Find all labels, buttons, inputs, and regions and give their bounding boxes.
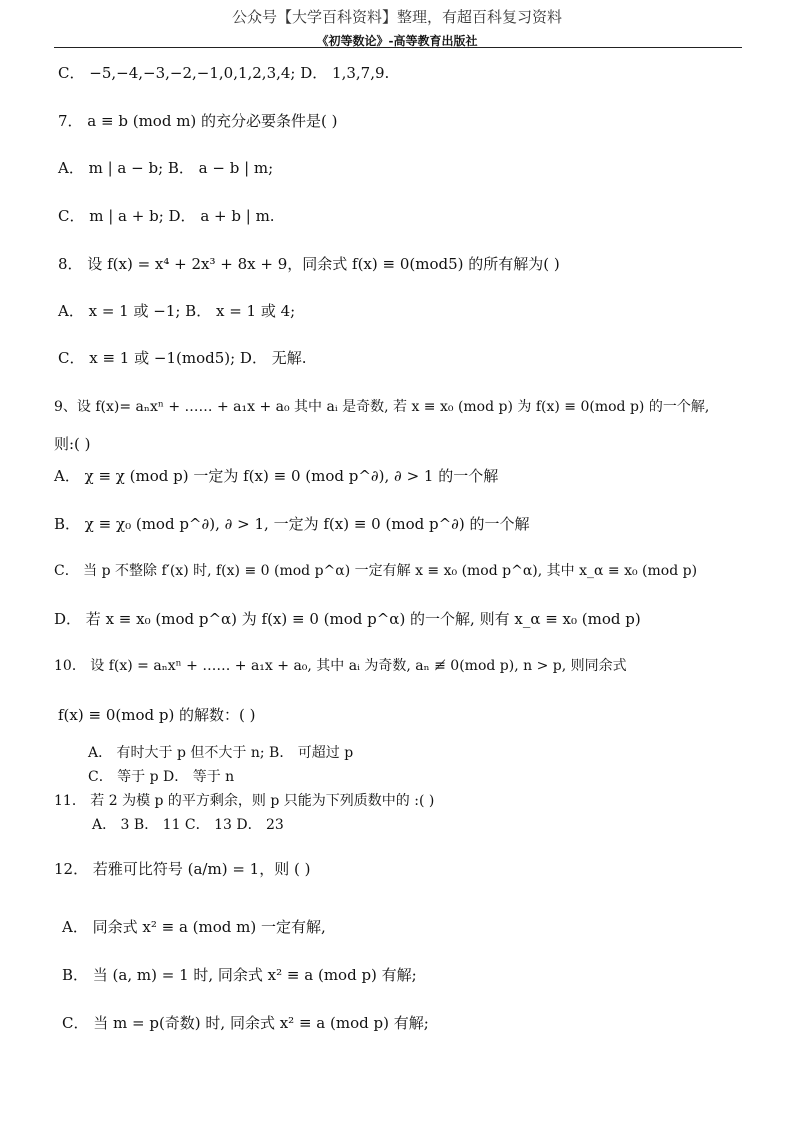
question-9-option-b: B． χ ≡ χ₀ (mod p^∂), ∂ > 1, 一定为 f(x) ≡ 0 (mod p^∂) 的一个解 (54, 515, 530, 533)
question-11: 11． 若 2 为模 p 的平方剩余，则 p 只能为下列质数中的 :( ) (54, 793, 435, 809)
question-12: 12． 若雅可比符号 (a/m) = 1，则 ( ) (54, 860, 311, 878)
question-8-options-a-b: A． x = 1 或 −1; B． x = 1 或 4; (58, 302, 296, 320)
question-10-options-c-d: C． 等于 p D． 等于 n (88, 769, 235, 785)
question-9-option-a: A． χ ≡ χ (mod p) 一定为 f(x) ≡ 0 (mod p^∂), ∂ > 1 的一个解 (54, 467, 499, 485)
header-book-title: 《初等数论》-高等教育出版社 (316, 34, 478, 48)
question-9: 9、设 f(x)= aₙxⁿ + …… + a₁x + a₀ 其中 aᵢ 是奇数, 若 x ≡ x₀ (mod p) 为 f(x) ≡ 0(mod p) 的一个解, (54, 399, 710, 415)
question-7-options-c-d: C． m | a + b; D． a + b | m. (58, 207, 275, 225)
question-10-continuation: f(x) ≡ 0(mod p) 的解数：( ) (58, 706, 256, 724)
question-10-options-a-b: A． 有时大于 p 但不大于 n; B． 可超过 p (88, 745, 354, 761)
question-12-option-b: B． 当 (a, m) = 1 时, 同余式 x² ≡ a (mod p) 有解; (62, 966, 417, 984)
question-10: 10． 设 f(x) = aₙxⁿ + …… + a₁x + a₀, 其中 aᵢ 为奇数, aₙ ≢ 0(mod p), n > p, 则同余式 (54, 658, 627, 674)
question-9-option-c: C． 当 p 不整除 f′(x) 时, f(x) ≡ 0 (mod p^α) 一定有解 x ≡ x₀ (mod p^α), 其中 x_α ≡ x₀ (mod p) (54, 563, 698, 579)
header-rule (54, 47, 742, 48)
question-8: 8． 设 f(x) = x⁴ + 2x³ + 8x + 9，同余式 f(x) ≡ 0(mod5) 的所有解为( ) (58, 255, 560, 273)
question-12-option-c: C． 当 m = p(奇数) 时, 同余式 x² ≡ a (mod p) 有解; (62, 1014, 429, 1032)
question-6-options-c-d: C． −5,−4,−3,−2,−1,0,1,2,3,4; D． 1,3,7,9. (58, 64, 390, 82)
question-8-options-c-d: C． x ≡ 1 或 −1(mod5); D． 无解. (58, 349, 307, 367)
question-11-options: A． 3 B． 11 C． 13 D． 23 (92, 817, 284, 833)
question-9-option-d: D． 若 x ≡ x₀ (mod p^α) 为 f(x) ≡ 0 (mod p^α) 的一个解, 则有 x_α ≡ x₀ (mod p) (54, 610, 641, 628)
question-12-option-a: A． 同余式 x² ≡ a (mod m) 一定有解, (62, 918, 326, 936)
question-7-options-a-b: A． m | a − b; B． a − b | m; (58, 159, 274, 177)
header-source: 公众号【大学百科资料】整理，有超百科复习资料 (231, 8, 562, 26)
question-9-then: 则:( ) (54, 435, 91, 453)
question-7: 7． a ≡ b (mod m) 的充分必要条件是( ) (58, 112, 338, 130)
